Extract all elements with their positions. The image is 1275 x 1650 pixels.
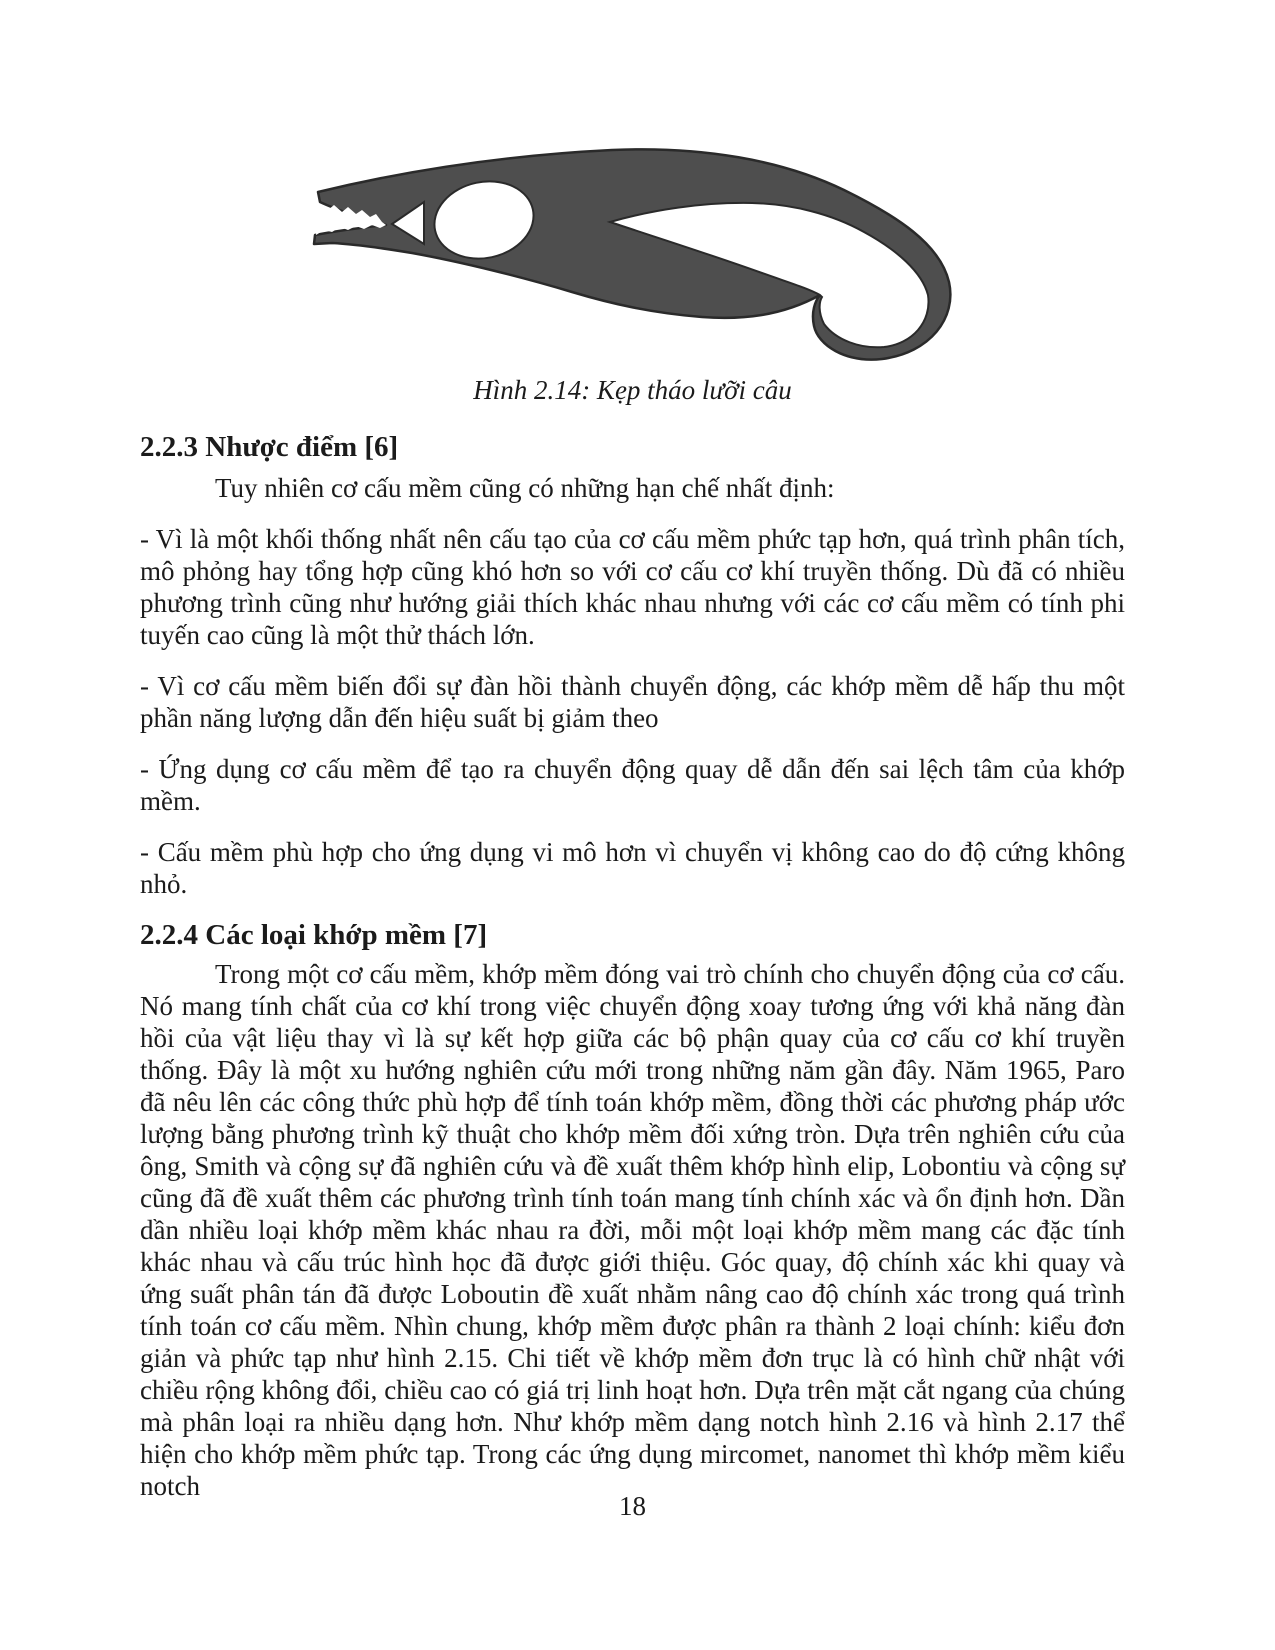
- section-heading-2-2-4: 2.2.4 Các loại khớp mềm [7]: [140, 919, 488, 951]
- page-number: 18: [619, 1491, 646, 1521]
- figure-2-14: [140, 140, 1125, 368]
- hook-remover-clamp-image: [312, 140, 952, 368]
- drawback-paragraph-1: - Vì là một khối thống nhất nên cấu tạo của cơ cấu mềm phức tạp hơn, quá trình phân tích, mô phỏng hay tổng hợp cũng khó hơn so với cơ cấu cơ khí truyền thống. Dù đã có nhiều phương trình cũng như hướng giải thích khác nhau nhưng với các cơ cấu mềm có tính phi tuyến cao cũng là một thử thách lớn.: [140, 524, 1125, 650]
- section-heading-2-2-3: 2.2.3 Nhược điểm [6]: [140, 431, 399, 463]
- flexure-joint-body-paragraph: Trong một cơ cấu mềm, khớp mềm đóng vai trò chính cho chuyển động của cơ cấu. Nó mang tính chất của cơ khí trong việc chuyển động xoay tương ứng với khả năng đàn hồi của vật liệu thay vì là sự kết hợp giữa các bộ phận quay của cơ cấu cơ khí truyền thống. Đây là một xu hướng nghiên cứu mới trong những năm gần đây. Năm 1965, Paro đã nêu lên các công thức phù hợp để tính toán khớp mềm, đồng thời các phương pháp ước lượng bằng phương trình kỹ thuật cho khớp mềm đối xứng tròn. Dựa trên nghiên cứu của ông, Smith và cộng sự đã nghiên cứu và đề xuất thêm khớp hình elip, Lobontiu và cộng sự cũng đã đề xuất thêm các phương trình tính toán mang tính chính xác và ổn định hơn. Dần dần nhiều loại khớp mềm khác nhau ra đời, mỗi một loại khớp mềm mang các đặc tính khác nhau và cấu trúc hình học đã được giới thiệu. Góc quay, độ chính xác khi quay và ứng suất phân tán đã được Loboutin đề xuất nhằm nâng cao độ chính xác trong quá trình tính toán cơ cấu mềm. Nhìn chung, khớp mềm được phân ra thành 2 loại chính: kiểu đơn giản và phức tạp như hình 2.15. Chi tiết về khớp mềm đơn trục là có hình chữ nhật với chiều rộng không đổi, chiều cao có giá trị linh hoạt hơn. Dựa trên mặt cắt ngang của chúng mà phân loại ra nhiều dạng hơn. Như khớp mềm dạng notch hình 2.16 và hình 2.17 thể hiện cho khớp mềm phức tạp. Trong các ứng dụng mircomet, nanomet thì khớp mềm kiểu notch: [140, 959, 1125, 1501]
- drawback-paragraph-2: - Vì cơ cấu mềm biến đổi sự đàn hồi thành chuyển động, các khớp mềm dễ hấp thu một phần năng lượng dẫn đến hiệu suất bị giảm theo: [140, 671, 1125, 733]
- drawback-paragraph-4: - Cấu mềm phù hợp cho ứng dụng vi mô hơn vì chuyển vị không cao do độ cứng không nhỏ.: [140, 837, 1125, 899]
- drawback-paragraph-3: - Ứng dụng cơ cấu mềm để tạo ra chuyển động quay dễ dẫn đến sai lệch tâm của khớp mềm.: [140, 754, 1125, 816]
- section-intro-paragraph: Tuy nhiên cơ cấu mềm cũng có những hạn chế nhất định:: [215, 473, 835, 503]
- figure-caption: Hình 2.14: Kẹp tháo lưỡi câu: [473, 375, 792, 405]
- page-content: [140, 0, 1125, 1502]
